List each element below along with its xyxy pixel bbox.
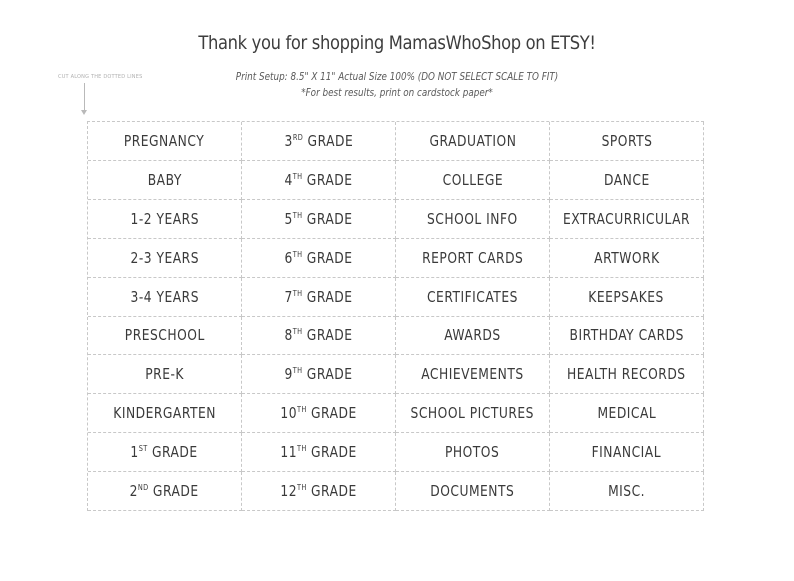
- label-cell: [550, 122, 704, 161]
- label-text: [444, 326, 500, 344]
- label-main: BIRTHDAY CARDS: [569, 326, 684, 345]
- label-ordinal-suffix: ND: [138, 483, 149, 493]
- label-grade-word: GRADE: [302, 365, 353, 384]
- label-text: [608, 482, 645, 500]
- label-main: HEALTH RECORDS: [567, 365, 686, 384]
- label-cell: [550, 355, 704, 394]
- label-main: 10: [280, 404, 297, 423]
- label-cell: [396, 317, 550, 356]
- label-cell: [88, 200, 242, 239]
- label-text: [411, 404, 534, 422]
- label-cell: [550, 239, 704, 278]
- label-cell: [396, 278, 550, 317]
- label-text: [427, 210, 518, 228]
- label-text: [442, 171, 503, 189]
- label-grade-word: GRADE: [302, 209, 353, 228]
- label-main: 2: [129, 482, 139, 501]
- label-cell: [396, 122, 550, 161]
- label-main: BABY: [147, 170, 182, 189]
- label-cell: [88, 355, 242, 394]
- label-text: [280, 482, 356, 500]
- label-text: [131, 443, 198, 461]
- label-text: [422, 249, 523, 267]
- label-cell: [550, 433, 704, 472]
- label-ordinal-suffix: TH: [296, 405, 307, 415]
- label-ordinal-suffix: ST: [139, 444, 149, 454]
- label-cell: [396, 394, 550, 433]
- label-text: [284, 288, 352, 306]
- label-cell: [396, 200, 550, 239]
- label-cell: [550, 317, 704, 356]
- cut-note: CUT ALONG THE DOTTED LINES: [58, 74, 143, 80]
- label-text: [592, 443, 661, 461]
- label-cell: [88, 239, 242, 278]
- label-cell: [242, 122, 396, 161]
- label-main: ARTWORK: [593, 248, 660, 267]
- label-cell: [88, 122, 242, 161]
- label-text: [284, 249, 352, 267]
- label-main: KEEPSAKES: [588, 287, 665, 306]
- label-main: DOCUMENTS: [430, 482, 515, 501]
- print-setup-text: Print Setup: 8.5" X 11" Actual Size 100% (DO NOT SELECT SCALE TO FIT): [235, 71, 559, 83]
- label-text: [601, 132, 652, 150]
- label-main: 8: [284, 326, 293, 345]
- label-text: [130, 288, 198, 306]
- label-cell: [396, 355, 550, 394]
- label-cell: [242, 394, 396, 433]
- label-cell: [550, 200, 704, 239]
- label-text: [124, 132, 204, 150]
- arrow-down-icon: [84, 83, 85, 113]
- label-text: [284, 210, 352, 228]
- label-cell: [242, 472, 396, 511]
- label-text: [147, 171, 181, 189]
- label-text: [597, 404, 656, 422]
- label-main: ACHIEVEMENTS: [421, 365, 524, 384]
- label-grade-word: GRADE: [302, 326, 353, 345]
- label-text: [145, 365, 184, 383]
- page-title: Thank you for shopping MamasWhoShop on ETSY!: [198, 32, 596, 54]
- label-cell: [550, 394, 704, 433]
- label-main: 9: [284, 365, 293, 384]
- label-cell: [550, 278, 704, 317]
- label-main: 3-4 YEARS: [130, 287, 199, 306]
- label-ordinal-suffix: TH: [292, 366, 303, 376]
- label-main: CERTIFICATES: [427, 287, 518, 306]
- label-main: 7: [284, 287, 293, 306]
- label-main: AWARDS: [444, 326, 501, 345]
- label-cell: [88, 278, 242, 317]
- label-text: [567, 365, 686, 383]
- label-cell: [242, 355, 396, 394]
- label-main: COLLEGE: [442, 170, 503, 189]
- label-cell: [242, 161, 396, 200]
- label-text: [284, 365, 352, 383]
- label-grid: [87, 121, 704, 511]
- label-ordinal-suffix: TH: [292, 249, 303, 259]
- label-main: 1-2 YEARS: [130, 209, 199, 228]
- label-main: 6: [284, 248, 293, 267]
- print-instructions: [64, 69, 731, 101]
- label-cell: [396, 433, 550, 472]
- label-cell: [88, 433, 242, 472]
- label-ordinal-suffix: TH: [292, 210, 303, 220]
- label-grade-word: GRADE: [306, 404, 357, 423]
- label-main: MEDICAL: [597, 404, 656, 423]
- label-main: 5: [284, 209, 293, 228]
- label-text: [563, 210, 690, 228]
- label-text: [569, 326, 683, 344]
- label-text: [284, 326, 352, 344]
- label-cell: [88, 161, 242, 200]
- label-main: PRESCHOOL: [124, 326, 205, 345]
- label-grade-word: GRADE: [302, 287, 353, 306]
- label-main: SCHOOL PICTURES: [410, 404, 535, 423]
- label-cell: [550, 472, 704, 511]
- label-text: [113, 404, 216, 422]
- label-main: 4: [284, 170, 293, 189]
- label-cell: [550, 161, 704, 200]
- label-text: [589, 288, 665, 306]
- label-main: PHOTOS: [445, 443, 500, 462]
- label-text: [130, 210, 198, 228]
- label-text: [604, 171, 650, 189]
- label-main: 11: [280, 443, 297, 462]
- label-cell: [396, 161, 550, 200]
- label-main: SPORTS: [601, 131, 652, 150]
- label-cell: [242, 278, 396, 317]
- label-cell: [396, 239, 550, 278]
- label-cell: [242, 433, 396, 472]
- label-text: [445, 443, 499, 461]
- label-cell: [396, 472, 550, 511]
- label-text: [594, 249, 659, 267]
- label-grade-word: GRADE: [148, 443, 199, 462]
- label-main: DANCE: [603, 170, 650, 189]
- label-grade-word: GRADE: [302, 170, 353, 189]
- label-main: 12: [280, 482, 297, 501]
- label-cell: [242, 317, 396, 356]
- label-text: [280, 443, 356, 461]
- label-main: 1: [130, 443, 140, 462]
- label-ordinal-suffix: TH: [292, 171, 303, 181]
- label-text: [430, 482, 514, 500]
- label-main: PRE-K: [145, 365, 184, 384]
- label-main: EXTRACURRICULAR: [562, 209, 691, 228]
- label-grade-word: GRADE: [302, 248, 353, 267]
- label-ordinal-suffix: RD: [292, 132, 303, 142]
- label-ordinal-suffix: TH: [296, 483, 307, 493]
- label-text: [130, 482, 199, 500]
- label-cell: [88, 472, 242, 511]
- label-text: [124, 326, 204, 344]
- label-main: SCHOOL INFO: [427, 209, 518, 228]
- label-main: GRADUATION: [429, 131, 516, 150]
- label-main: FINANCIAL: [591, 443, 662, 462]
- label-grade-word: GRADE: [302, 131, 353, 150]
- label-main: KINDERGARTEN: [113, 404, 216, 423]
- label-text: [280, 404, 356, 422]
- print-tip-text: *For best results, print on cardstock paper*: [301, 87, 493, 99]
- label-ordinal-suffix: TH: [296, 444, 307, 454]
- label-text: [421, 365, 523, 383]
- label-text: [284, 171, 352, 189]
- label-text: [284, 132, 353, 150]
- label-grade-word: GRADE: [148, 482, 200, 501]
- label-ordinal-suffix: TH: [292, 288, 303, 298]
- label-main: 3: [284, 131, 293, 150]
- label-grade-word: GRADE: [306, 443, 357, 462]
- label-text: [429, 132, 516, 150]
- label-ordinal-suffix: TH: [292, 327, 303, 337]
- label-main: MISC.: [607, 482, 645, 501]
- label-text: [130, 249, 198, 267]
- label-main: REPORT CARDS: [421, 248, 524, 267]
- label-cell: [88, 317, 242, 356]
- label-cell: [242, 200, 396, 239]
- label-cell: [88, 394, 242, 433]
- label-grade-word: GRADE: [306, 482, 357, 501]
- label-main: PREGNANCY: [124, 131, 205, 150]
- label-text: [427, 288, 518, 306]
- label-main: 2-3 YEARS: [130, 248, 199, 267]
- label-cell: [242, 239, 396, 278]
